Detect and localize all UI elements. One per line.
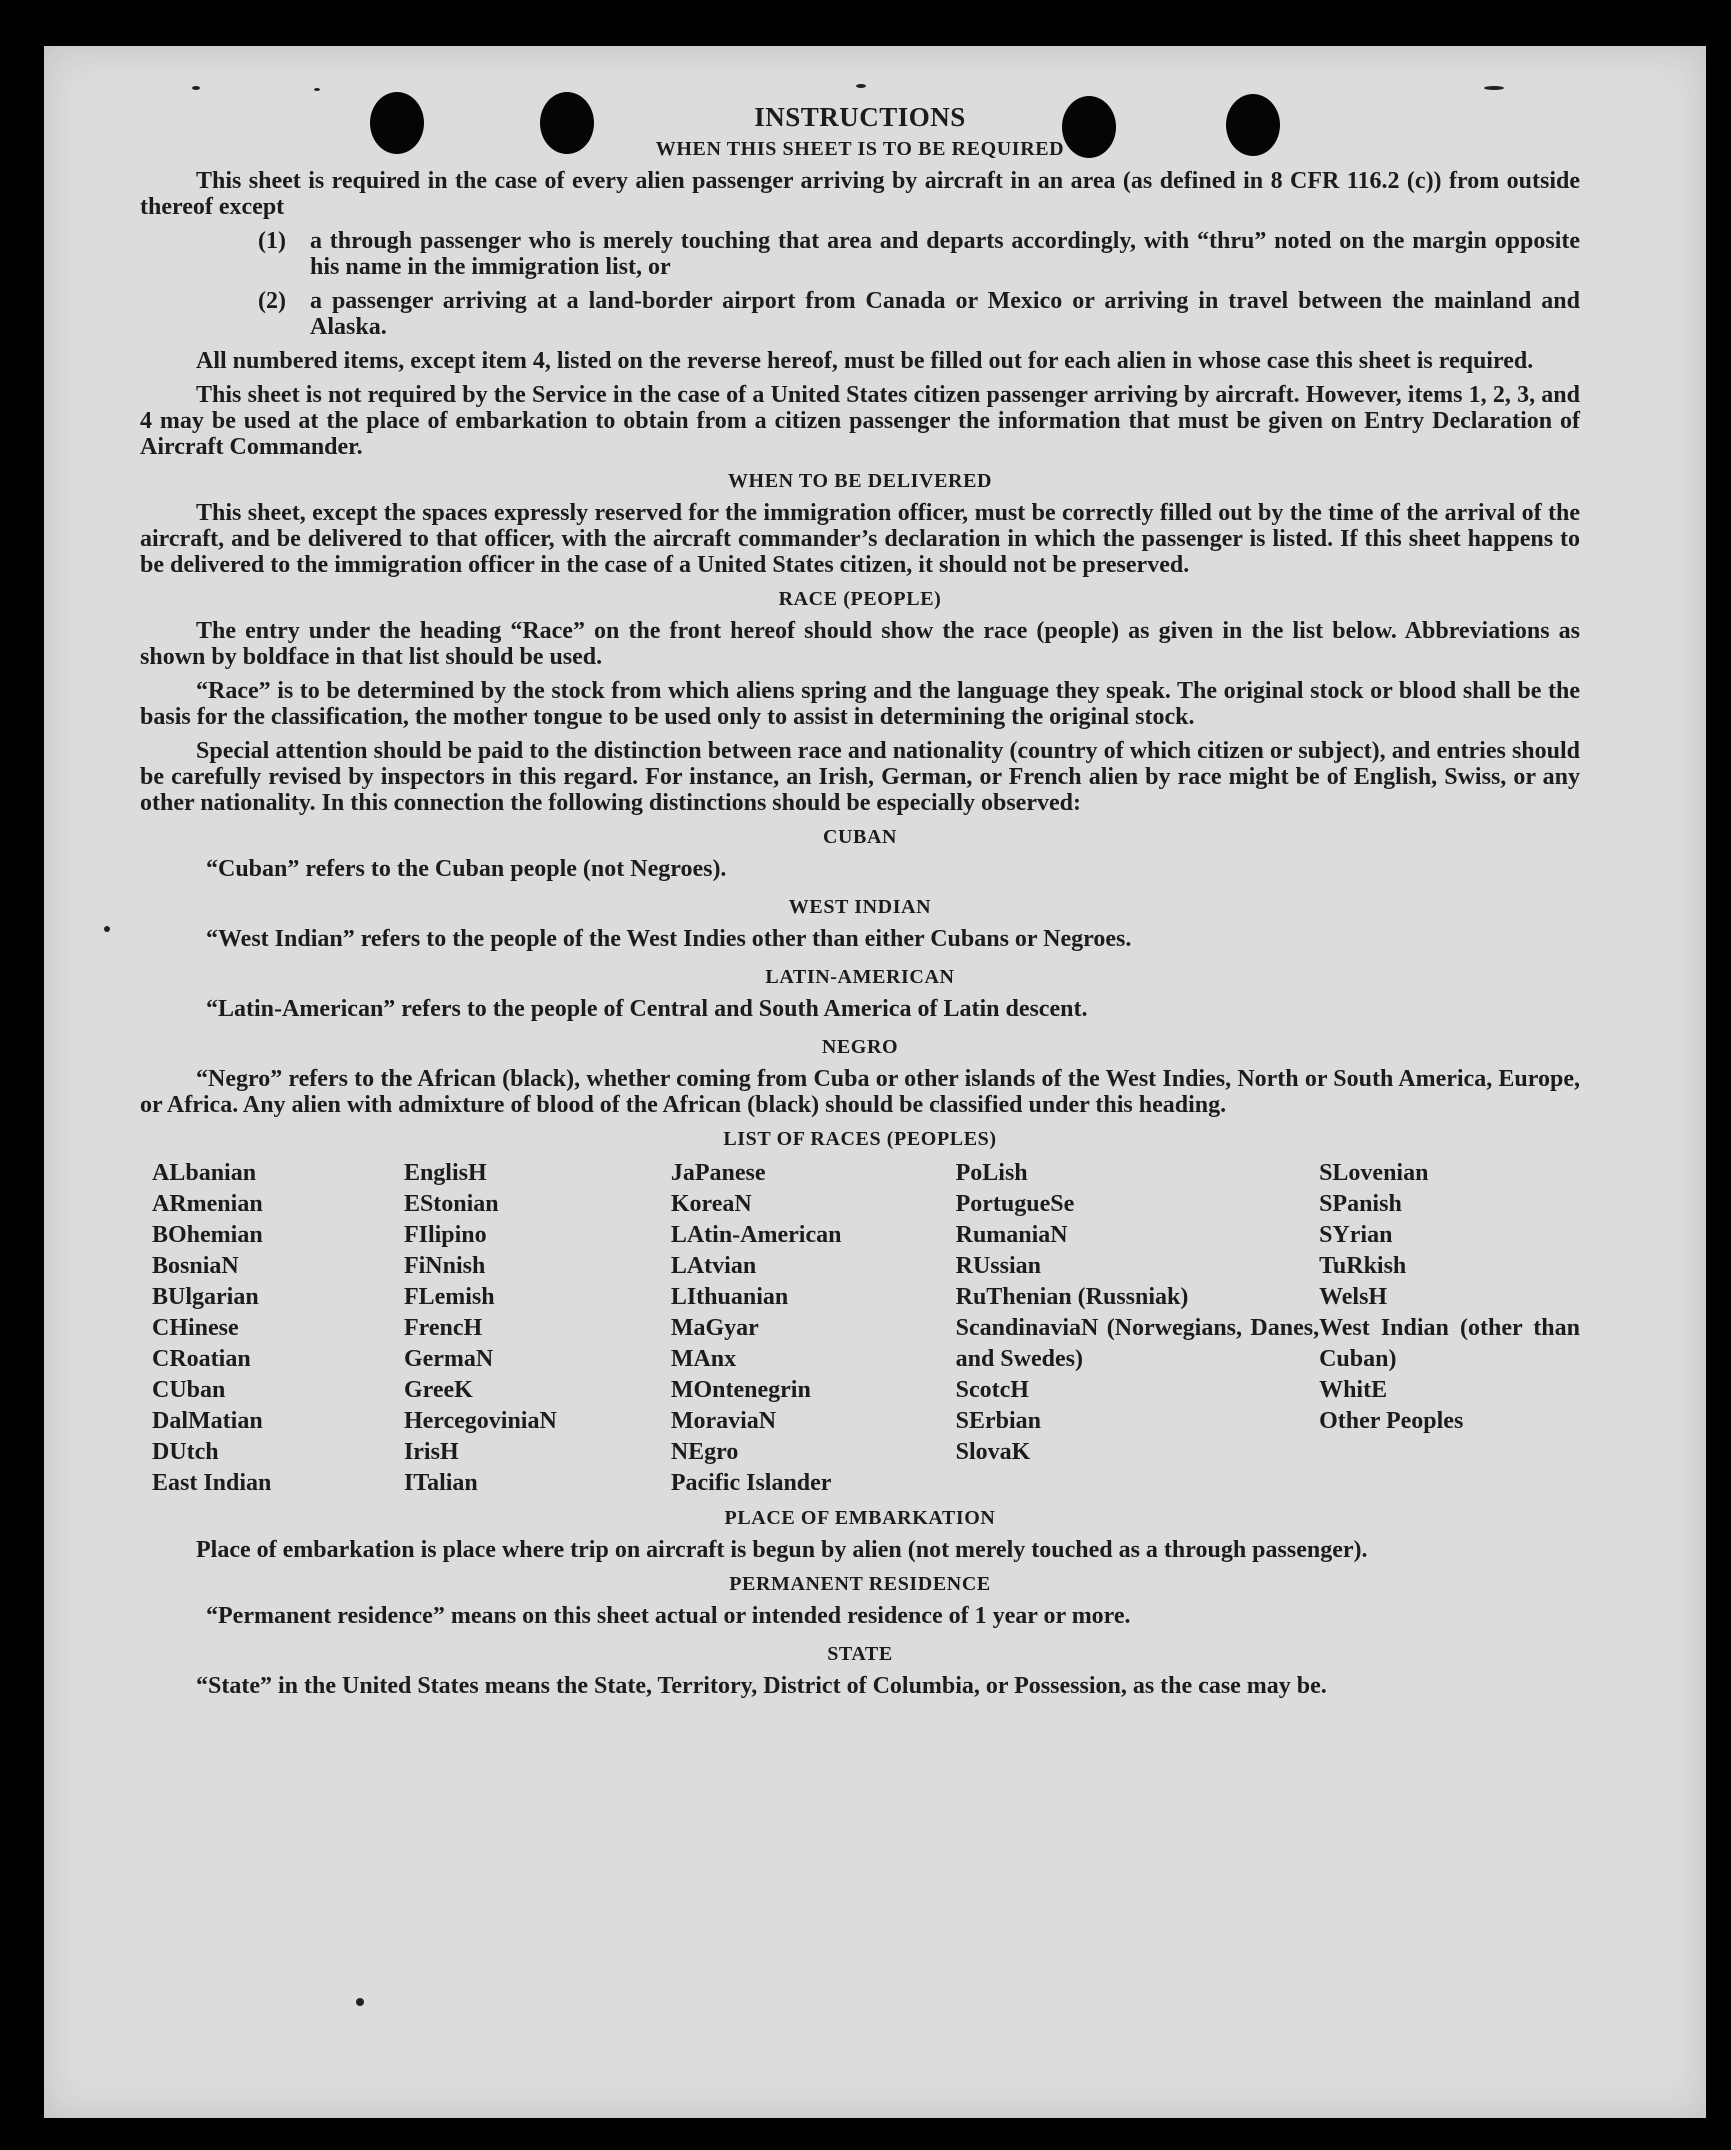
race-entry: CUban (152, 1377, 226, 1403)
race-entry: GermaN (403, 1346, 494, 1372)
race-entry: LIthuanian (670, 1284, 789, 1310)
race-entry: ScotcH (955, 1377, 1029, 1403)
race-list (152, 1158, 1580, 1499)
exception-number: (1) (258, 228, 286, 254)
race-entry: CHinese (152, 1315, 239, 1341)
scan-speck (856, 84, 866, 88)
exception-item (140, 228, 1580, 280)
race-entry: EStonian (403, 1191, 499, 1217)
section-heading-latin-american: LATIN-AMERICAN (765, 966, 955, 988)
scan-speck (104, 926, 110, 932)
race-entry: MaGyar (670, 1315, 759, 1341)
required-paragraph: All numbered items, except item 4, listed on the reverse hereof, must be filled out for each alien in whose case this sheet is required. (196, 348, 1534, 374)
cuban-definition: “Cuban” refers to the Cuban people (not Negroes). (206, 856, 727, 882)
state-definition: “State” in the United States means the State, Territory, District of Columbia, or Possession, as the case may be. (196, 1673, 1327, 1699)
race-entry: SPanish (1319, 1191, 1402, 1217)
race-entry: East Indian (152, 1470, 272, 1496)
section-heading-cuban: CUBAN (822, 826, 898, 848)
race-entry: West Indian (other than Cuban) (1319, 1315, 1580, 1372)
race-entry: Other Peoples (1319, 1408, 1464, 1434)
page-title: INSTRUCTIONS (754, 102, 966, 132)
required-intro: This sheet is required in the case of every alien passenger arriving by aircraft in an area (as defined in 8 CFR 116.2 (c)) from outside thereof except (140, 168, 1580, 220)
race-paragraph: The entry under the heading “Race” on the front hereof should show the race (people) as given in the list below. Abbreviations as shown by boldface in that list should be used. (140, 618, 1580, 670)
scan-speck (356, 1998, 364, 2006)
race-entry: RumaniaN (955, 1222, 1068, 1248)
race-entry: LAtvian (670, 1253, 757, 1279)
exception-number: (2) (258, 288, 286, 314)
race-entry: SLovenian (1319, 1160, 1429, 1186)
race-entry: WhitE (1319, 1377, 1388, 1403)
race-entry: MAnx (670, 1346, 737, 1372)
section-heading-west-indian: WEST INDIAN (788, 896, 932, 918)
race-entry: JaPanese (670, 1160, 766, 1186)
race-entry: ARmenian (152, 1191, 263, 1217)
race-entry: ScandinaviaN (Norwegians, Danes, and Swedes) (955, 1315, 1320, 1372)
scan-speck (1484, 86, 1504, 90)
section-heading-required: WHEN THIS SHEET IS TO BE REQUIRED (655, 138, 1065, 160)
race-entry: ITalian (403, 1470, 478, 1496)
race-entry: FIlipino (403, 1222, 487, 1248)
section-heading-negro: NEGRO (821, 1036, 899, 1058)
race-entry: FrencH (403, 1315, 483, 1341)
scan-speck (192, 86, 200, 90)
race-entry: TuRkish (1319, 1253, 1407, 1279)
residence-definition: “Permanent residence” means on this sheet actual or intended residence of 1 year or more. (206, 1603, 1131, 1629)
race-entry: IrisH (403, 1439, 459, 1465)
race-column (404, 1158, 671, 1499)
race-entry: SErbian (955, 1408, 1041, 1434)
embarkation-definition: Place of embarkation is place where trip on aircraft is begun by alien (not merely touched as a through passenger). (196, 1537, 1368, 1563)
race-entry: BosniaN (152, 1253, 239, 1279)
section-heading-race: RACE (PEOPLE) (778, 588, 942, 610)
race-entry: SlovaK (955, 1439, 1031, 1465)
race-entry: CRoatian (152, 1346, 251, 1372)
race-column (956, 1158, 1319, 1499)
race-paragraph: “Race” is to be determined by the stock from which aliens spring and the language they speak. The original stock or blood shall be the basis for the classification, the mother tongue to be used only to assist in determining the original stock. (140, 678, 1580, 730)
race-entry: KoreaN (670, 1191, 752, 1217)
race-entry: BOhemian (152, 1222, 263, 1248)
exception-item (140, 288, 1580, 340)
race-entry: EnglisH (403, 1160, 487, 1186)
race-entry: ALbanian (152, 1160, 257, 1186)
race-entry: LAtin-American (670, 1222, 842, 1248)
exception-text: a passenger arriving at a land-border airport from Canada or Mexico or arriving in travel between the mainland and Alaska. (310, 288, 1580, 340)
race-entry: GreeK (403, 1377, 473, 1403)
race-entry: MOntenegrin (670, 1377, 811, 1403)
race-entry: NEgro (670, 1439, 739, 1465)
race-entry: WelsH (1319, 1284, 1388, 1310)
race-entry: Pacific Islander (670, 1470, 832, 1496)
race-entry: RUssian (955, 1253, 1041, 1279)
race-column (671, 1158, 956, 1499)
instructions-content (140, 104, 1580, 1707)
section-heading-delivered: WHEN TO BE DELIVERED (727, 470, 993, 492)
race-column (152, 1158, 404, 1499)
race-entry: PortugueSe (955, 1191, 1075, 1217)
race-entry: PoLish (955, 1160, 1028, 1186)
race-entry: DalMatian (152, 1408, 263, 1434)
delivered-paragraph: This sheet, except the spaces expressly reserved for the immigration officer, must be correctly filled out by the time of the arrival of the aircraft, and be delivered to that officer, with the aircraft commander’s declaration in which the passenger is listed. If this sheet happens to be delivered to the immigration officer in the case of a United States citizen, it should not be preserved. (140, 500, 1580, 578)
race-paragraph: Special attention should be paid to the distinction between race and nationality (country of which citizen or subject), and entries should be carefully revised by inspectors in this regard. For instance, an Irish, German, or French alien by race might be of English, Swiss, or any other nationality. In this connection the following distinctions should be especially observed: (140, 738, 1580, 816)
negro-definition: “Negro” refers to the African (black), whether coming from Cuba or other islands of the West Indies, North or South America, Europe, or Africa. Any alien with admixture of blood of the African (black) should be classified under this heading. (140, 1066, 1580, 1118)
race-entry: BUlgarian (152, 1284, 259, 1310)
exception-text: a through passenger who is merely touching that area and departs accordingly, with “thru” noted on the margin opposite his name in the immigration list, or (310, 228, 1580, 280)
section-heading-residence: PERMANENT RESIDENCE (729, 1573, 991, 1595)
race-entry: DUtch (152, 1439, 219, 1465)
race-entry: RuThenian (Russniak) (955, 1284, 1189, 1310)
section-heading-state: STATE (827, 1643, 893, 1665)
race-entry: FLemish (403, 1284, 495, 1310)
race-entry: FiNnish (403, 1253, 486, 1279)
scan-speck (314, 88, 320, 91)
section-heading-embarkation: PLACE OF EMBARKATION (724, 1507, 996, 1529)
race-entry: SYrian (1319, 1222, 1393, 1248)
race-column (1319, 1158, 1580, 1499)
race-entry: MoraviaN (670, 1408, 777, 1434)
latin-american-definition: “Latin-American” refers to the people of Central and South America of Latin descent. (206, 996, 1088, 1022)
west-indian-definition: “West Indian” refers to the people of the West Indies other than either Cubans or Negroes. (206, 926, 1132, 952)
required-paragraph: This sheet is not required by the Service in the case of a United States citizen passenger arriving by aircraft. However, items 1, 2, 3, and 4 may be used at the place of embarkation to obtain from a citizen passenger the information that must be given on Entry Declaration of Aircraft Commander. (140, 382, 1580, 460)
section-heading-race-list: LIST OF RACES (PEOPLES) (723, 1128, 997, 1150)
race-entry: HercegoviniaN (403, 1408, 557, 1434)
